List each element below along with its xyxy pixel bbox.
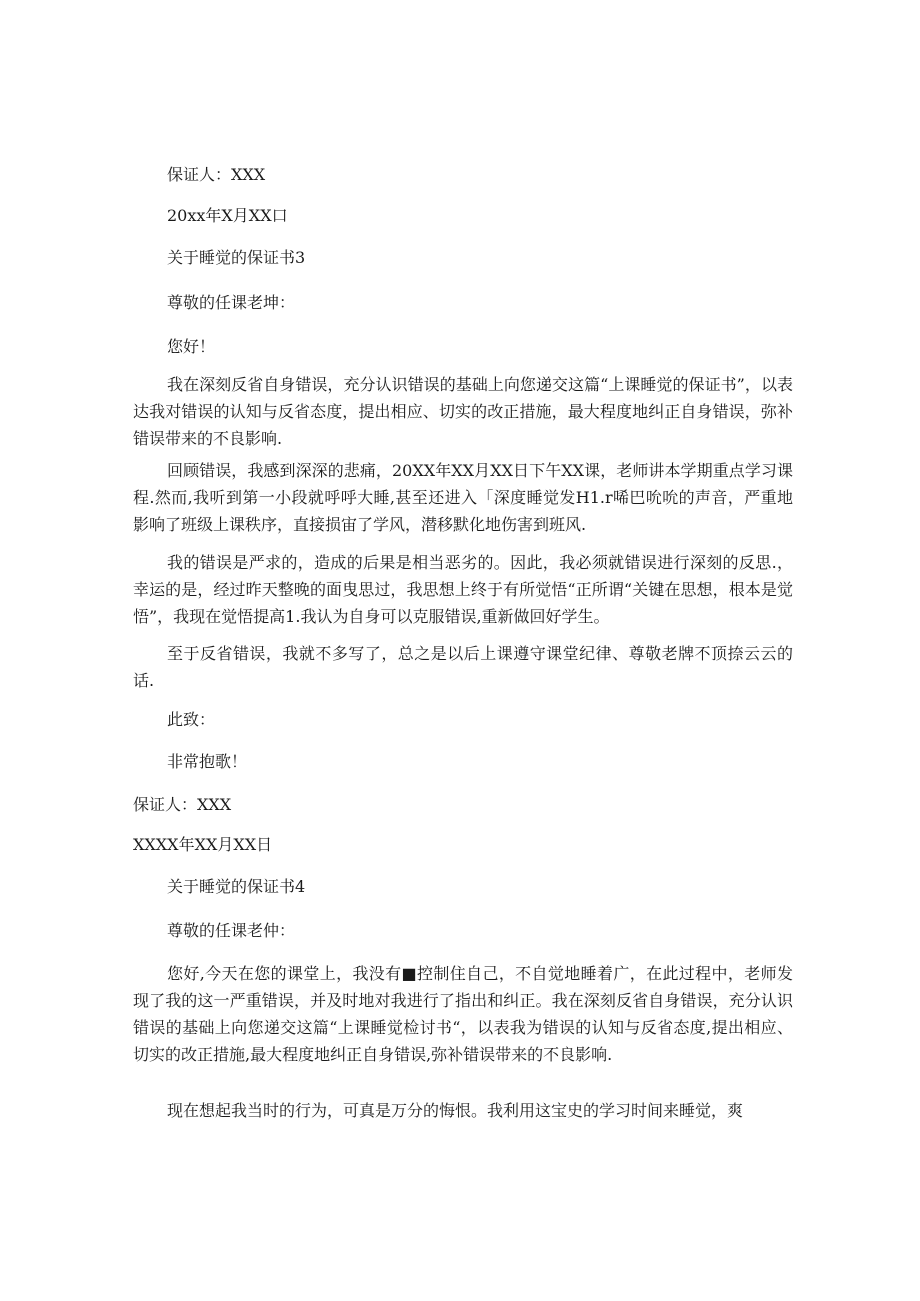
greeting-3: 您好！ — [167, 337, 216, 356]
salutation-3: 尊敬的任课老坤： — [167, 293, 296, 312]
closing-3: 此致： — [167, 710, 216, 729]
paragraph-4-1: 您好,今天在您的课堂上，我没有■控制住自己，不自觉地睡着广，在此过程中，老师发现了我的这一严重错误，并及时地对我进行了指出和纠正。我在深刻反省自身错误，充分认识错误的基础上向您递交这篇“上课睡觉检讨书“，以表我为错误的认知与反省态度,提出相应、切实的改正措施,最大程度地纠正自身错误,弥补错误带来的不良影响. — [133, 964, 793, 1064]
apology-3: 非常抱歌！ — [167, 752, 248, 771]
signature-date-2: XXXX年XX月XX日 — [133, 835, 273, 854]
section-title-3: 关于睡觉的保证书3 — [167, 248, 306, 267]
guarantor-signature: 保证人：XXX — [167, 165, 266, 184]
paragraph-3-3: 我的错误是严求的，造成的后果是相当恶劣的。因此，我必须就错误进行深刻的反思.，幸运的是，经过昨天整晚的面曳思过，我思想上终于有所觉悟“正所谓“关键在思想，根本是觉悟”，我现在觉悟提高1.我认为自身可以克服错误,重新做回好学生。 — [133, 553, 793, 626]
signature-date: 20xx年X月XX口 — [167, 206, 288, 225]
section-title-4: 关于睡觉的保证书4 — [167, 877, 306, 896]
guarantor-signature-2: 保证人：XXX — [133, 795, 232, 814]
paragraph-3-2: 回顾错误，我感到深深的悲痛，20XX年XX月XX日下午XX课，老师讲本学期重点学习课程.然而,我听到第一小段就呼呼大睡,甚至还进入「深度睡觉发H1.r唏巴吮吮的声音，严重地影响了班级上课秩序，直接损宙了学风，潜移默化地伤害到班风. — [133, 461, 793, 534]
paragraph-3-1: 我在深刻反省自身错误，充分认识错误的基础上向您递交这篇“上课睡觉的保证书”，以表达我对错误的认知与反省态度，提出相应、切实的改正措施，最大程度地纠正自身错误，弥补错误带来的不良影响. — [133, 375, 793, 448]
paragraph-4-2: 现在想起我当时的行为，可真是万分的悔恨。我利用这宝史的学习时间来睡觉，爽 — [167, 1101, 744, 1120]
salutation-4: 尊敬的任课老仲： — [167, 921, 296, 940]
paragraph-3-4: 至于反省错误，我就不多写了，总之是以后上课遵守课堂纪律、尊敬老牌不顶捺云云的话. — [133, 644, 793, 690]
